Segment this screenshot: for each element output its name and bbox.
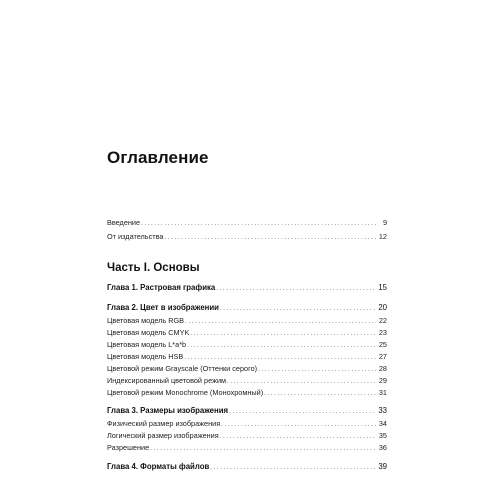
dot-leader	[164, 232, 376, 243]
toc-chapter-page: 20	[378, 303, 387, 312]
toc-section-label: Физический размер изображения	[107, 419, 221, 428]
dot-leader	[258, 364, 376, 375]
dot-leader	[220, 303, 376, 314]
toc-chapter-page: 39	[378, 462, 387, 471]
toc-title: Оглавление	[107, 148, 209, 167]
toc-section	[107, 340, 387, 351]
toc-section	[107, 328, 387, 339]
toc-section	[107, 376, 387, 387]
toc-section-page: 36	[378, 443, 387, 452]
toc-section-label: Индексированный цветовой режим	[107, 376, 227, 385]
toc-section-label: Цветовая модель RGB	[107, 316, 185, 325]
toc-section-label: Цветовой режим Grayscale (Оттенки серого)	[107, 364, 258, 373]
toc-section-page: 27	[378, 352, 387, 361]
toc-section	[107, 443, 387, 454]
toc-chapter-label: Глава 3. Размеры изображения	[107, 406, 229, 415]
toc-section-label: Разрешение	[107, 443, 150, 452]
toc-entry-introduction	[107, 218, 387, 229]
toc-chapter-3	[107, 406, 387, 417]
toc-section	[107, 419, 387, 430]
dot-leader	[221, 419, 376, 430]
toc-section-page: 29	[378, 376, 387, 385]
toc-section-label: Цветовой режим Monochrome (Монохромный)	[107, 388, 264, 397]
dot-leader	[210, 462, 376, 473]
toc-entry-page: 12	[378, 232, 387, 241]
toc-section-page: 25	[378, 340, 387, 349]
toc-entry-page: 9	[382, 218, 387, 227]
toc-section	[107, 316, 387, 327]
toc-section	[107, 431, 387, 442]
part-title: Часть I. Основы	[107, 262, 200, 274]
dot-leader	[229, 406, 376, 417]
dot-leader	[185, 316, 376, 327]
toc-section-label: Цветовая модель CMYK	[107, 328, 190, 337]
dot-leader	[184, 352, 376, 363]
toc-chapter-page: 15	[378, 283, 387, 292]
toc-section	[107, 352, 387, 363]
dot-leader	[227, 376, 376, 387]
toc-section-label: Логический размер изображения	[107, 431, 219, 440]
toc-section-label: Цветовая модель L*a*b	[107, 340, 187, 349]
toc-chapter-label: Глава 1. Растровая графика	[107, 283, 216, 292]
toc-section-page: 34	[378, 419, 387, 428]
toc-section-page: 31	[378, 388, 387, 397]
dot-leader	[187, 340, 376, 351]
dot-leader	[190, 328, 376, 339]
toc-chapter-4	[107, 462, 387, 473]
dot-leader	[264, 388, 376, 399]
toc-chapter-page: 33	[378, 406, 387, 415]
toc-section	[107, 364, 387, 375]
dot-leader	[150, 443, 376, 454]
dot-leader	[141, 218, 376, 229]
dot-leader	[220, 431, 376, 442]
toc-chapter-label: Глава 4. Форматы файлов	[107, 462, 210, 471]
toc-entry-label: Введение	[107, 218, 141, 227]
toc-entry-label: От издательства	[107, 232, 164, 241]
dot-leader	[216, 283, 376, 294]
toc-section-page: 35	[378, 431, 387, 440]
toc-section	[107, 388, 387, 399]
toc-section-page: 28	[378, 364, 387, 373]
toc-section-page: 23	[378, 328, 387, 337]
toc-entry-publisher-note	[107, 232, 387, 243]
toc-chapter-label: Глава 2. Цвет в изображении	[107, 303, 219, 312]
toc-chapter-1	[107, 283, 387, 294]
toc-section-label: Цветовая модель HSB	[107, 352, 184, 361]
toc-chapter-2	[107, 303, 387, 314]
toc-section-page: 22	[378, 316, 387, 325]
